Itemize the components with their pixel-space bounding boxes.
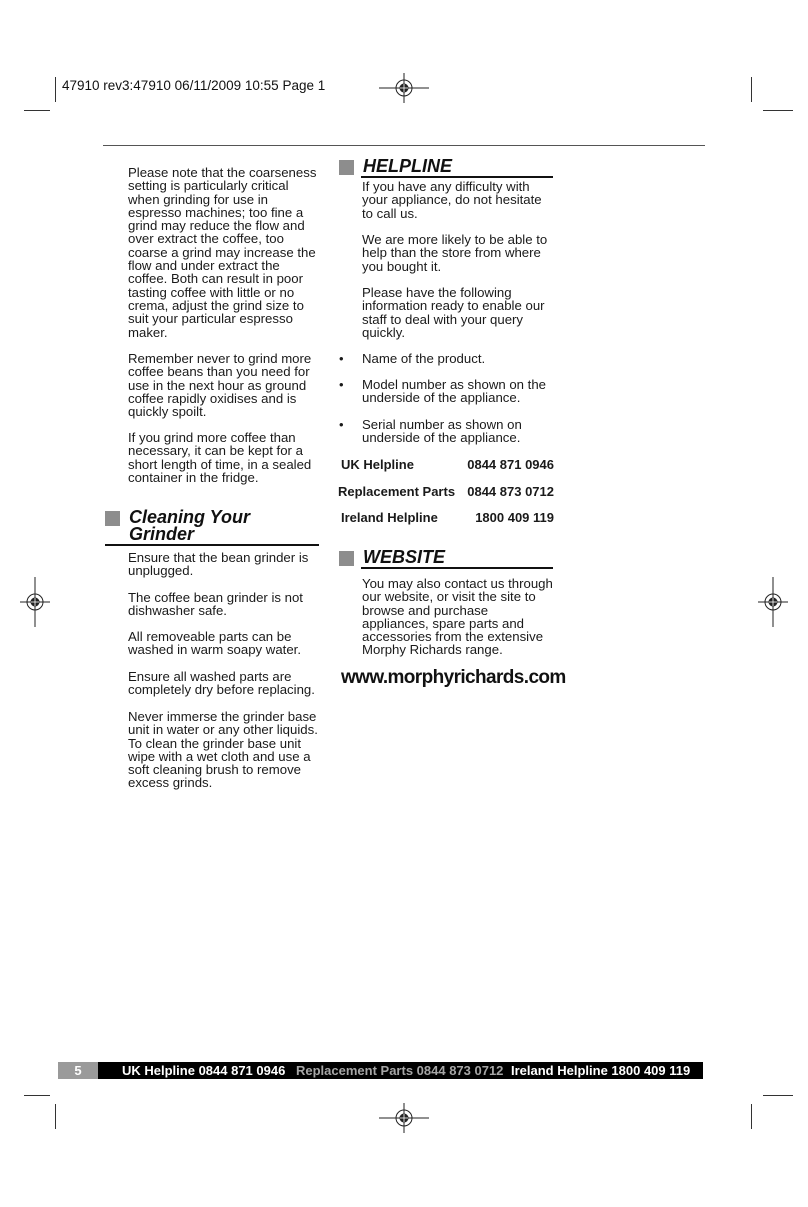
registration-mark-icon [758,577,788,627]
crop-mark-icon [24,110,50,111]
cleaning-step-dishwasher: The coffee bean grinder is not dishwasher safe. [128,590,303,619]
registration-mark-icon [20,577,50,627]
cleaning-heading [105,509,319,547]
cleaning-step-wash: All removeable parts can be washed in warm soapy water. [128,629,301,658]
bullet-icon: • [339,377,344,392]
website-paragraph: You may also contact us through our website, or visit the site to browse and purchase appliances, spare parts and accessories from the extensive Morphy Richards range. [362,576,553,658]
helpline-label: UK Helpline [341,457,414,472]
coarseness-note: Please note that the coarseness setting is particularly critical when grinding for use in espresso machines; too fine a grind may reduce the flow and over extract the coffee, too coarse a grind may increase the flow and under extract the coffee. Both can result in poor tasting coffee with little or no crema, adjust the grind size to suit your particular espresso maker. [128,165,317,340]
helpline-label: Replacement Parts [338,484,456,499]
bullet-item: Name of the product. [362,351,486,366]
registration-mark-icon [379,1103,429,1133]
top-rule [103,145,705,146]
helpline-number: 1800 409 119 [475,510,554,525]
helpline-number: 0844 871 0946 [467,457,554,472]
website-heading-text: WEBSITE [363,547,446,567]
cleaning-step-unplug: Ensure that the bean grinder is unplugged. [128,550,309,579]
footer-ireland-helpline: Ireland Helpline 1800 409 119 [511,1063,691,1078]
cleaning-step-dry: Ensure all washed parts are completely dry before replacing. [128,669,315,698]
helpline-intro: If you have any difficulty with your appliance, do not hesitate to call us. [362,179,542,221]
crop-mark-icon [763,110,793,111]
heading-square-icon [105,511,120,526]
footer-uk-helpline: UK Helpline 0844 871 0946 [122,1063,286,1078]
heading-square-icon [339,160,354,175]
helpline-number: 0844 873 0712 [467,484,554,499]
cleaning-step-immerse: Never immerse the grinder base unit in water or any other liquids. To clean the grinder base unit wipe with a wet cloth and use a soft cleaning brush to remove excess grinds. [128,709,318,791]
crop-mark-icon [763,1095,793,1096]
registration-mark-icon [379,73,429,103]
page-number: 5 [58,1062,98,1079]
helpline-info-note: Please have the following information ready to enable our staff to deal with your query quickly. [362,285,545,340]
crop-mark-icon [751,77,752,102]
bullet-item: Model number as shown on the underside of the appliance. [362,377,547,406]
print-slug: 47910 rev3:47910 06/11/2009 10:55 Page 1 [62,78,326,93]
bullet-icon: • [339,417,344,432]
crop-mark-icon [751,1104,752,1129]
heading-square-icon [339,551,354,566]
crop-mark-icon [55,77,56,102]
storage-note: If you grind more coffee than necessary, it can be kept for a short length of time, in a sealed container in the fridge. [128,430,312,485]
website-url-link[interactable]: www.morphyrichards.com [341,667,566,688]
grind-amount-note: Remember never to grind more coffee beans than you need for use in the next hour as ground coffee rapidly oxidises and is quickly spoilt. [128,351,312,420]
bullet-icon: • [339,351,344,366]
website-heading [339,549,553,569]
crop-mark-icon [24,1095,50,1096]
bullet-item: Serial number as shown on underside of the appliance. [362,417,522,446]
helpline-heading [339,158,553,178]
footer-replacement-parts: Replacement Parts 0844 873 0712 [296,1063,504,1078]
cleaning-heading-text: Cleaning Your Grinder [129,507,251,544]
helpline-store-note: We are more likely to be able to help than the store from where you bought it. [362,232,548,274]
crop-mark-icon [55,1104,56,1129]
helpline-label: Ireland Helpline [341,510,438,525]
helpline-heading-text: HELPLINE [363,156,453,176]
